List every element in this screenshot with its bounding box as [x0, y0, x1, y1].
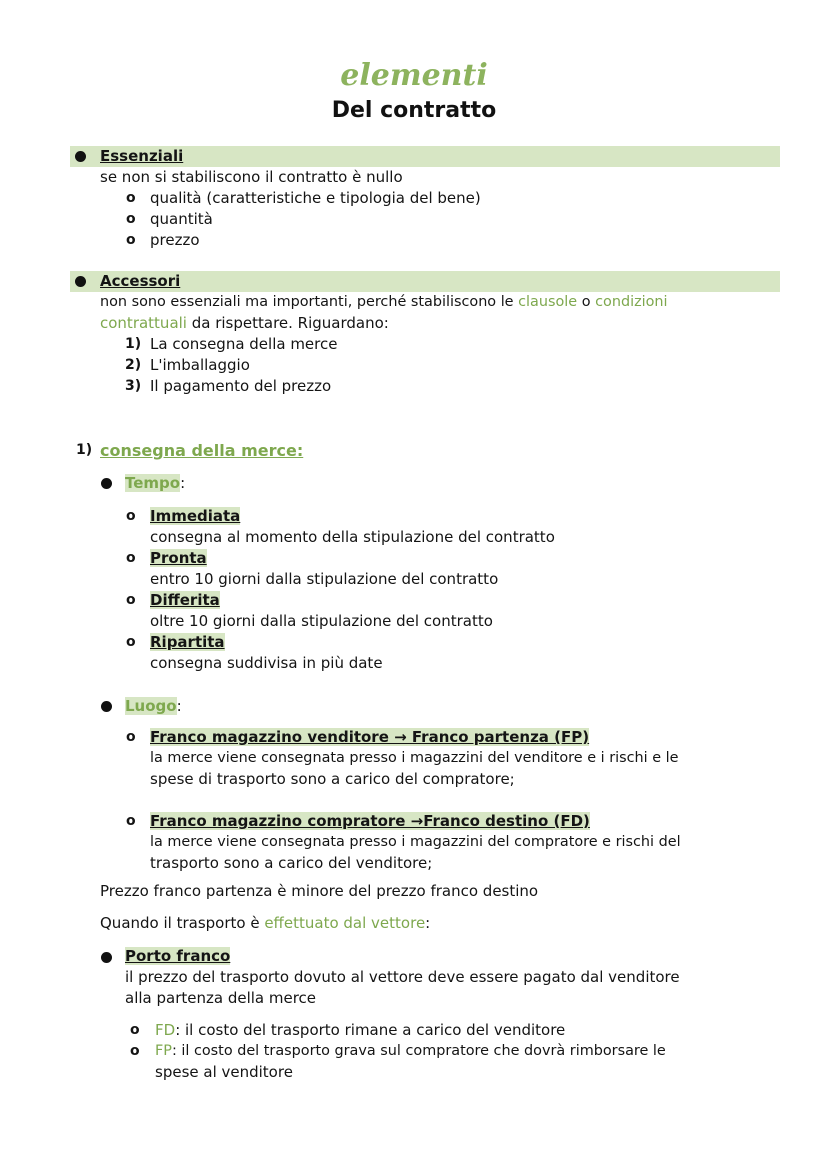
fp-text: : il costo del trasporto grava sul compratore che dovrà rimborsare le	[171, 1043, 666, 1059]
fd-text: : il costo del trasporto rimane a carico del venditore	[175, 1021, 566, 1039]
tempo-immediata-label: Immediata	[150, 507, 241, 525]
accessori-desc-b: da rispettare. Riguardano:	[186, 314, 389, 332]
circle-bullet: o	[126, 813, 136, 829]
consegna-heading: consegna della merce:	[100, 441, 304, 460]
page-title: Del contratto	[331, 98, 497, 123]
tempo-item-text: consegna al momento della stipulazione del contratto	[150, 528, 555, 546]
title-script: elementi	[340, 58, 488, 93]
luogo-colon: :	[176, 697, 182, 715]
tempo-differita-label: Differita	[150, 591, 220, 609]
circle-bullet: o	[126, 634, 136, 650]
tempo-item-text: entro 10 giorni dalla stipulazione del contratto	[150, 570, 499, 588]
luogo-item-text: la merce viene consegnata presso i magazzini del venditore e i rischi e le	[150, 750, 679, 766]
porto-franco-text: il prezzo del trasporto dovuto al vettore deve essere pagato dal venditore	[125, 968, 680, 986]
porto-franco-item	[155, 1020, 565, 1041]
circle-bullet: o	[126, 232, 136, 248]
luogo-item-label	[150, 727, 589, 748]
porto-franco-item-cont: spese al venditore	[155, 1063, 293, 1081]
circle-bullet: o	[126, 190, 136, 206]
contrattuali-term: contrattuali	[100, 314, 187, 332]
accessori-description-line2	[100, 313, 389, 334]
tempo-item-label	[150, 632, 225, 653]
circle-bullet: o	[126, 729, 136, 745]
clausole-term: clausole	[518, 294, 578, 310]
section-number: 1)	[76, 442, 93, 458]
tempo-item-label	[150, 548, 207, 569]
fp-code: FP	[155, 1043, 172, 1059]
porto-franco-label: Porto franco	[125, 947, 231, 965]
accessori-item: La consegna della merce	[150, 335, 338, 353]
bullet-dot	[75, 276, 86, 287]
accessori-heading: Accessori	[100, 272, 181, 290]
bullet-dot	[101, 701, 112, 712]
accessori-desc-a: non sono essenziali ma importanti, perché stabiliscono le	[100, 294, 519, 310]
accessori-desc-o: o	[577, 294, 596, 310]
circle-bullet: o	[130, 1043, 140, 1059]
tempo-item-text: consegna suddivisa in più date	[150, 654, 383, 672]
list-number: 3)	[125, 378, 142, 394]
circle-bullet: o	[130, 1022, 140, 1038]
luogo-heading	[125, 696, 182, 717]
bullet-dot	[101, 952, 112, 963]
condizioni-term: condizioni	[595, 294, 668, 310]
porto-franco-text: alla partenza della merce	[125, 989, 317, 1007]
prezzo-note: Prezzo franco partenza è minore del prezzo franco destino	[100, 882, 539, 900]
tempo-label: Tempo	[125, 474, 181, 492]
luogo-item-text: trasporto sono a carico del venditore;	[150, 854, 433, 872]
accessori-description-line1	[100, 292, 668, 313]
accessori-item: L'imballaggio	[150, 356, 250, 374]
franco-destino-label: Franco magazzino compratore →Franco destino (FD)	[150, 812, 590, 830]
bullet-dot	[101, 478, 112, 489]
luogo-label: Luogo	[125, 697, 177, 715]
vettore-note-b: :	[425, 914, 431, 932]
vettore-note-a: Quando il trasporto è	[100, 914, 265, 932]
vettore-term: effettuato dal vettore	[264, 914, 426, 932]
luogo-item-text: la merce viene consegnata presso i magazzini del compratore e rischi del	[150, 834, 681, 850]
bullet-dot	[75, 151, 86, 162]
circle-bullet: o	[126, 211, 136, 227]
essenziali-heading: Essenziali	[100, 147, 184, 165]
tempo-item-text: oltre 10 giorni dalla stipulazione del contratto	[150, 612, 493, 630]
accessori-item: Il pagamento del prezzo	[150, 377, 332, 395]
tempo-item-label	[150, 590, 220, 611]
essenziali-item: quantità	[150, 210, 213, 228]
franco-partenza-label: Franco magazzino venditore → Franco partenza (FP)	[150, 728, 590, 746]
porto-franco-item	[155, 1041, 666, 1062]
list-number: 1)	[125, 336, 142, 352]
vettore-note	[100, 913, 430, 934]
tempo-ripartita-label: Ripartita	[150, 633, 225, 651]
list-number: 2)	[125, 357, 142, 373]
circle-bullet: o	[126, 508, 136, 524]
circle-bullet: o	[126, 592, 136, 608]
porto-franco-heading	[125, 946, 230, 967]
essenziali-item: prezzo	[150, 231, 200, 249]
circle-bullet: o	[126, 550, 136, 566]
tempo-colon: :	[180, 474, 186, 492]
luogo-item-label	[150, 811, 590, 832]
essenziali-item: qualità (caratteristiche e tipologia del bene)	[150, 189, 481, 207]
tempo-item-label	[150, 506, 240, 527]
tempo-heading	[125, 473, 185, 494]
luogo-item-text: spese di trasporto sono a carico del compratore;	[150, 770, 515, 788]
tempo-pronta-label: Pronta	[150, 549, 207, 567]
fd-code: FD	[155, 1021, 176, 1039]
essenziali-description: se non si stabiliscono il contratto è nullo	[100, 168, 403, 186]
